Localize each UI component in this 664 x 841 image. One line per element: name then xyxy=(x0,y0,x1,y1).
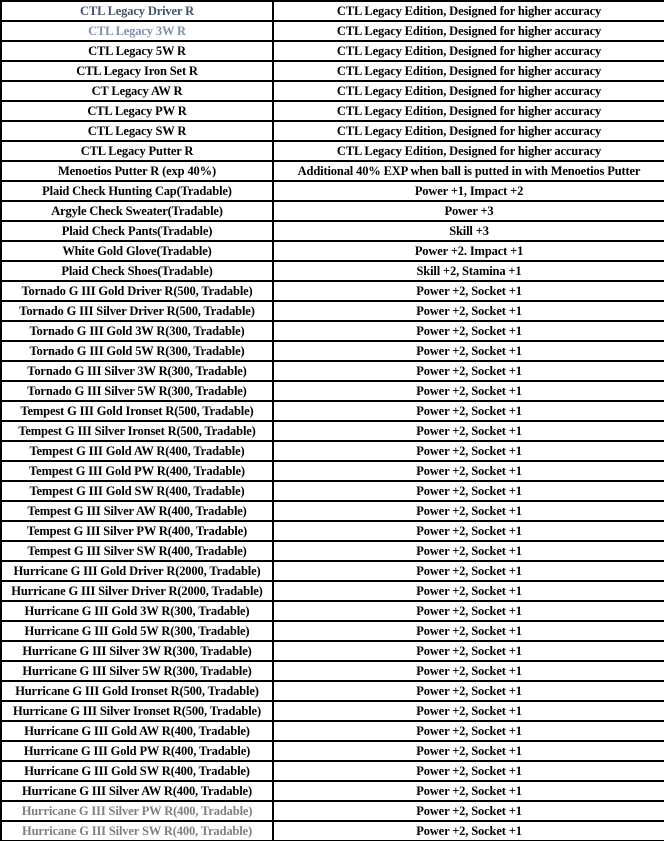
item-effect-cell: Power +2, Socket +1 xyxy=(273,301,664,321)
item-name-cell: Hurricane G III Silver PW R(400, Tradable) xyxy=(1,801,273,821)
item-name-cell: Tornado G III Silver 3W R(300, Tradable) xyxy=(1,361,273,381)
item-name-cell: Argyle Check Sweater(Tradable) xyxy=(1,201,273,221)
table-row xyxy=(1,741,664,761)
item-effect-cell: Power +2, Socket +1 xyxy=(273,721,664,741)
table-row xyxy=(1,541,664,561)
item-name-cell: Hurricane G III Silver SW R(400, Tradable) xyxy=(1,821,273,841)
item-name-cell: Plaid Check Hunting Cap(Tradable) xyxy=(1,181,273,201)
item-effect-cell: CTL Legacy Edition, Designed for higher accuracy xyxy=(273,121,664,141)
table-row xyxy=(1,641,664,661)
item-effect-cell: Power +2, Socket +1 xyxy=(273,701,664,721)
table-row xyxy=(1,21,664,41)
table-row xyxy=(1,661,664,681)
item-name-cell: Hurricane G III Silver Driver R(2000, Tradable) xyxy=(1,581,273,601)
table-row xyxy=(1,121,664,141)
item-effect-cell: Power +2, Socket +1 xyxy=(273,421,664,441)
item-name-cell: CTL Legacy 5W R xyxy=(1,41,273,61)
item-effect-cell: CTL Legacy Edition, Designed for higher accuracy xyxy=(273,41,664,61)
item-name-cell: CTL Legacy Iron Set R xyxy=(1,61,273,81)
table-row xyxy=(1,401,664,421)
item-effect-cell: Power +2, Socket +1 xyxy=(273,621,664,641)
item-name-cell: CTL Legacy Driver R xyxy=(1,1,273,21)
item-effect-cell: Power +2. Impact +1 xyxy=(273,241,664,261)
item-effect-cell: Power +2, Socket +1 xyxy=(273,821,664,841)
item-name-cell: Tempest G III Silver AW R(400, Tradable) xyxy=(1,501,273,521)
item-effect-cell: Power +2, Socket +1 xyxy=(273,641,664,661)
item-effect-cell: CTL Legacy Edition, Designed for higher accuracy xyxy=(273,61,664,81)
item-effect-cell: Power +2, Socket +1 xyxy=(273,381,664,401)
item-effect-cell: Power +3 xyxy=(273,201,664,221)
item-effect-cell: CTL Legacy Edition, Designed for higher accuracy xyxy=(273,81,664,101)
item-effect-cell: Power +2, Socket +1 xyxy=(273,661,664,681)
item-name-cell: Tempest G III Gold AW R(400, Tradable) xyxy=(1,441,273,461)
table-row xyxy=(1,281,664,301)
table-row xyxy=(1,141,664,161)
table-row xyxy=(1,161,664,181)
item-effect-cell: Power +2, Socket +1 xyxy=(273,601,664,621)
item-name-cell: CTL Legacy PW R xyxy=(1,101,273,121)
item-effect-cell: Power +2, Socket +1 xyxy=(273,781,664,801)
item-effect-cell: Power +2, Socket +1 xyxy=(273,561,664,581)
item-name-cell: Tornado G III Silver Driver R(500, Tradable) xyxy=(1,301,273,321)
table-row xyxy=(1,201,664,221)
item-effect-cell: CTL Legacy Edition, Designed for higher accuracy xyxy=(273,1,664,21)
table-row xyxy=(1,461,664,481)
item-effect-cell: Power +2, Socket +1 xyxy=(273,281,664,301)
item-effect-cell: CTL Legacy Edition, Designed for higher accuracy xyxy=(273,141,664,161)
item-effect-cell: Power +2, Socket +1 xyxy=(273,761,664,781)
table-row xyxy=(1,441,664,461)
table-row xyxy=(1,781,664,801)
table-row xyxy=(1,41,664,61)
item-effect-cell: Power +2, Socket +1 xyxy=(273,361,664,381)
item-name-cell: Hurricane G III Gold Ironset R(500, Tradable) xyxy=(1,681,273,701)
item-effect-cell: CTL Legacy Edition, Designed for higher accuracy xyxy=(273,101,664,121)
item-effect-cell: CTL Legacy Edition, Designed for higher accuracy xyxy=(273,21,664,41)
item-effect-cell: Power +2, Socket +1 xyxy=(273,341,664,361)
table-row xyxy=(1,361,664,381)
item-name-cell: Tempest G III Silver SW R(400, Tradable) xyxy=(1,541,273,561)
table-row xyxy=(1,301,664,321)
item-name-cell: Tornado G III Silver 5W R(300, Tradable) xyxy=(1,381,273,401)
item-name-cell: Hurricane G III Silver 3W R(300, Tradable) xyxy=(1,641,273,661)
item-effect-cell: Power +2, Socket +1 xyxy=(273,521,664,541)
item-name-cell: Hurricane G III Gold 5W R(300, Tradable) xyxy=(1,621,273,641)
table-row xyxy=(1,181,664,201)
item-effect-cell: Power +1, Impact +2 xyxy=(273,181,664,201)
table-row xyxy=(1,481,664,501)
item-name-cell: Hurricane G III Silver 5W R(300, Tradable) xyxy=(1,661,273,681)
item-table-body xyxy=(1,1,664,841)
item-name-cell: Hurricane G III Gold 3W R(300, Tradable) xyxy=(1,601,273,621)
item-name-cell: Tempest G III Silver Ironset R(500, Tradable) xyxy=(1,421,273,441)
item-effect-cell: Power +2, Socket +1 xyxy=(273,741,664,761)
table-row xyxy=(1,1,664,21)
item-name-cell: Hurricane G III Gold Driver R(2000, Tradable) xyxy=(1,561,273,581)
item-effect-cell: Power +2, Socket +1 xyxy=(273,441,664,461)
table-row xyxy=(1,381,664,401)
table-row xyxy=(1,561,664,581)
table-row xyxy=(1,81,664,101)
item-name-cell: Hurricane G III Gold PW R(400, Tradable) xyxy=(1,741,273,761)
item-effect-cell: Power +2, Socket +1 xyxy=(273,681,664,701)
item-name-cell: Plaid Check Pants(Tradable) xyxy=(1,221,273,241)
item-name-cell: Plaid Check Shoes(Tradable) xyxy=(1,261,273,281)
item-name-cell: Tempest G III Gold Ironset R(500, Tradable) xyxy=(1,401,273,421)
item-name-cell: Hurricane G III Gold AW R(400, Tradable) xyxy=(1,721,273,741)
table-row xyxy=(1,581,664,601)
item-name-cell: Tornado G III Gold Driver R(500, Tradable) xyxy=(1,281,273,301)
item-name-cell: CTL Legacy SW R xyxy=(1,121,273,141)
table-row xyxy=(1,521,664,541)
item-effect-cell: Power +2, Socket +1 xyxy=(273,541,664,561)
item-effect-cell: Power +2, Socket +1 xyxy=(273,321,664,341)
item-effect-cell: Power +2, Socket +1 xyxy=(273,401,664,421)
item-name-cell: Hurricane G III Silver AW R(400, Tradable) xyxy=(1,781,273,801)
item-effect-cell: Skill +3 xyxy=(273,221,664,241)
item-name-cell: White Gold Glove(Tradable) xyxy=(1,241,273,261)
table-row xyxy=(1,761,664,781)
item-name-cell: Hurricane G III Gold SW R(400, Tradable) xyxy=(1,761,273,781)
item-effect-cell: Power +2, Socket +1 xyxy=(273,481,664,501)
item-effect-cell: Power +2, Socket +1 xyxy=(273,581,664,601)
item-name-cell: Tempest G III Gold SW R(400, Tradable) xyxy=(1,481,273,501)
table-row xyxy=(1,501,664,521)
item-name-cell: CTL Legacy Putter R xyxy=(1,141,273,161)
item-name-cell: Tornado G III Gold 5W R(300, Tradable) xyxy=(1,341,273,361)
table-row xyxy=(1,261,664,281)
item-name-cell: Hurricane G III Silver Ironset R(500, Tradable) xyxy=(1,701,273,721)
table-row xyxy=(1,821,664,841)
table-row xyxy=(1,241,664,261)
table-row xyxy=(1,321,664,341)
item-effect-cell: Power +2, Socket +1 xyxy=(273,501,664,521)
table-row xyxy=(1,341,664,361)
item-name-cell: Tornado G III Gold 3W R(300, Tradable) xyxy=(1,321,273,341)
table-row xyxy=(1,701,664,721)
item-name-cell: CT Legacy AW R xyxy=(1,81,273,101)
table-row xyxy=(1,101,664,121)
item-name-cell: Tempest G III Gold PW R(400, Tradable) xyxy=(1,461,273,481)
item-name-cell: CTL Legacy 3W R xyxy=(1,21,273,41)
item-name-cell: Tempest G III Silver PW R(400, Tradable) xyxy=(1,521,273,541)
table-row xyxy=(1,421,664,441)
table-row xyxy=(1,681,664,701)
table-row xyxy=(1,721,664,741)
item-name-cell: Menoetios Putter R (exp 40%) xyxy=(1,161,273,181)
item-effect-cell: Power +2, Socket +1 xyxy=(273,801,664,821)
item-effect-cell: Skill +2, Stamina +1 xyxy=(273,261,664,281)
item-effect-cell: Power +2, Socket +1 xyxy=(273,461,664,481)
item-effect-cell: Additional 40% EXP when ball is putted in with Menoetios Putter xyxy=(273,161,664,181)
table-row xyxy=(1,601,664,621)
table-row xyxy=(1,621,664,641)
table-row xyxy=(1,801,664,821)
table-row xyxy=(1,61,664,81)
table-row xyxy=(1,221,664,241)
